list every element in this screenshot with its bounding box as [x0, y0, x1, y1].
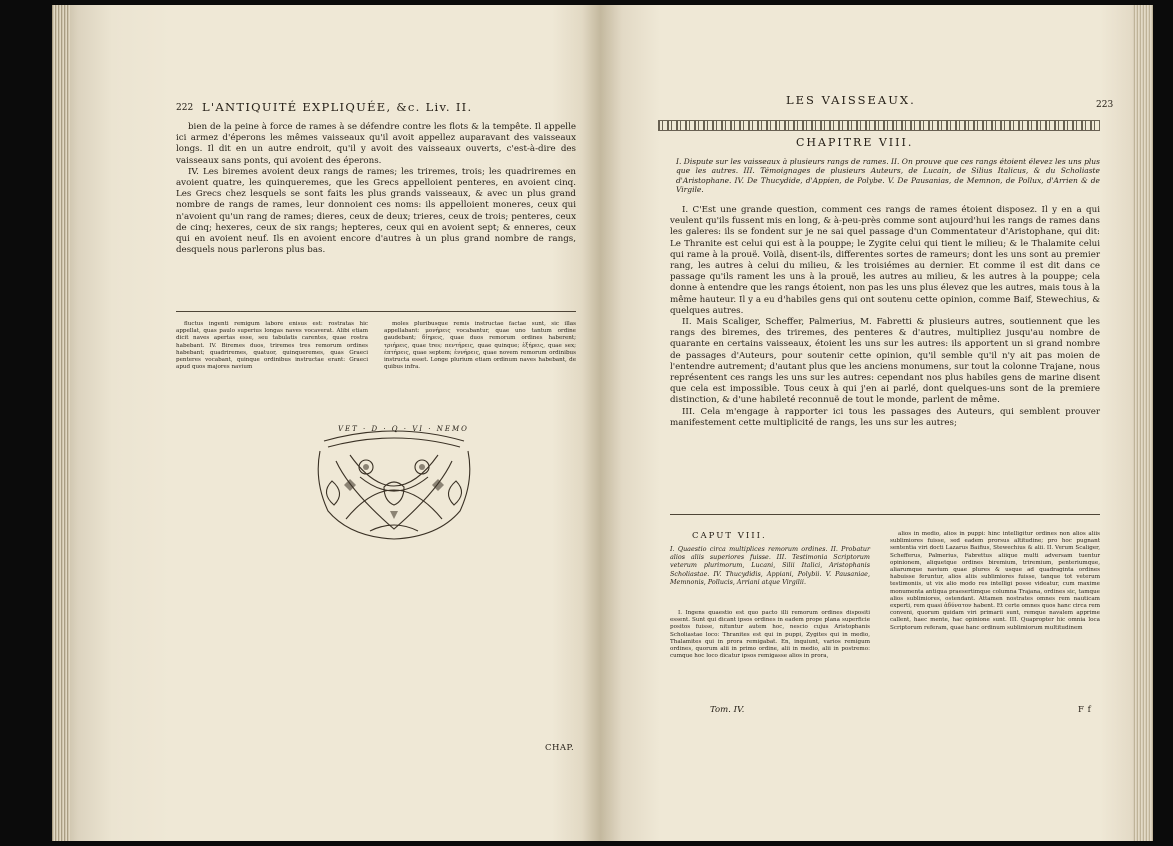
left-catchword: CHAP. [545, 743, 575, 753]
left-page-number: 222 [176, 103, 194, 113]
left-main-text [176, 122, 576, 256]
left-footnote-rule [176, 311, 576, 312]
right-footnote-rule [670, 514, 1100, 515]
right-page-edges [1133, 5, 1153, 841]
caput-text-column-2 [890, 531, 1100, 632]
right-paragraph-2: II. Mais Scaliger, Scheffer, Palmerius, M. Fabretti & plusieurs autres, soutiennent que les rangs des biremes, des triremes, des penteres & d'autres, multipliez jusqu'au nombre de quarante en certains vaisseaux, étoient les uns sur les autres: ils apportent un si grand nombre de passages d'Auteurs, pour soutenir cette opinion, qu'il semble qu'il n'y ait pas moien de l'entendre autrement; d'autant plus que les anciens monumens, sur tout la colonne Trajane, nous représentent ces rangs les uns sur les autres: cependant nos plus habiles gens de marine disent que cela est impossible. Tous ceux à qui j'en ai parlé, dont quelques-uns sont de la premiere distinction, & d'une habileté reconnuë de tout le monde, parlent de même. [670, 317, 1100, 406]
volume-mark: Tom. IV. [710, 705, 745, 715]
caput-text-column-1 [670, 610, 870, 660]
left-page [52, 5, 600, 841]
vignette-ornament [310, 421, 478, 543]
left-note-column-1 [176, 321, 368, 371]
right-page-number: 223 [1096, 100, 1114, 110]
chapter-summary: I. Dispute sur les vaisseaux à plusieurs rangs de rames. II. On prouve que ces rangs étoient élevez les uns plus que les autres. III. Témoignages de plusieurs Auteurs, de Lucain, de Silius Italicus, & du Scholiaste d'Aristophane. IV. De Thucydide, d'Appien, de Polybe. V. De Pausanias, de Memnon, de Pollux, d'Arrien & de Virgile. [676, 157, 1100, 195]
caput-title: CAPUT VIII. [692, 531, 767, 541]
left-running-head: L'ANTIQUITÉ EXPLIQUÉE, &c. Liv. II. [202, 100, 473, 114]
caput-text-2: alios in medio, alios in puppi: hinc intelligitur ordines non alios aliis sublimiores fuisse, sed eadem prorsus altitudine; pro hoc pugnant sententia viri docti Lazarus Baifius, Stewechius & alii. II. Verum Scaliger, Schefferus, Palmerius, Fabrettus aliique multi adversam tuentur opinionem, aliquetque ordines biremium, triremium, penteriumque, aliarumque navium quae plures & usque ad quadraginta ordines habuisse feruntur, alios aliis sublimiores fuisse, tanque tot veterum testimoniis, ut vix alio modo res intelligi posse videatur, cum maxime monumenta antiqua praesertimque columna Trajana, ordines sic, tamque alios sublimiores, ostendant. Attamen nostrates omnes rem nauticam experti, rem quasi ἀδύνατον habent. Et certe omnes quos hanc circa rem conveni, quorum quidam viri primarii sunt, remque navalem apprime callent, haec mente, hac opinione sunt. III. Quapropter hic omnia loca Scriptorum referam, quae hanc ordinum sublimiorum multitudinem [890, 531, 1100, 631]
left-note-text-1: fluctus ingenti remigum labore enisus est: rostratas hic appellat, quas paulo superius longas naves vocaverat. Alibi etiam dicit naves apertas esse, seu tabulatis carentes, quae rostra habebant. IV. Biremes duos, triremes tres remorum ordines habebant; quadriremes, quatuor, quinqueremes, quas Graeci penteres vocabant, quinque ordinibus instructae erant: Graeci apud quos majores navium [176, 321, 368, 371]
right-paragraph-3: III. Cela m'engage à rapporter ici tous les passages des Auteurs, qui semblent prouver manifestement cette multiplicité de rangs, les uns sur les autres; [670, 406, 1100, 428]
signature-mark: F f [1078, 705, 1092, 715]
right-page [600, 5, 1153, 841]
left-paragraph-1: bien de la peine à force de rames à se défendre contre les flots & la tempête. Il appelle ici armez d'éperons les mêmes vaisseaux qu'il avoit appellez auparavant des vaisseaux longs. Il dit en un autre endroit, qu'il y avoit des vaisseaux ouverts, c'est-à-dire des vaisseaux sans ponts, qui avoient des éperons. [176, 122, 576, 166]
right-main-text [670, 205, 1100, 429]
left-note-column-2 [384, 321, 576, 371]
left-paragraph-2: IV. Les biremes avoient deux rangs de rames; les triremes, trois; les quadriremes en avoient quatre, les quinqueremes, que les Grecs appelloient penteres, en avoient cinq. Les Grecs chez lesquels se sont faits les plus grands vaisseaux, & avec un plus grand nombre de rangs de rames, leur donnoient ces noms: ils appelloient moneres, ceux qui n'avoient qu'un rang de rames; dieres, ceux de deux; trieres, ceux de trois; penteres, ceux de cinq; hexeres, ceux de six rangs; hepteres, ceux qui en avoient sept; & enneres, ceux qui en avoient neuf. Ils en avoient encore d'autres à un plus grand nombre de rangs, desquels nous parlerons plus bas. [176, 166, 576, 256]
caput-summary: I. Quaestio circa multiplices remorum ordines. II. Probatur alios aliis superiores fuisse. III. Testimonia Scriptorum veterum plurimorum, Lucani, Silii Italici, Aristophanis Scholiastae. IV. Thucydidis, Appiani, Polybii. V. Pausaniae, Memnonis, Pollucis, Arriani atque Virgilii. [670, 545, 870, 586]
caput-text-1: I. Ingens quaestio est quo pacto illi remorum ordines dispositi essent. Sunt qui dicant ipsos ordines in eadem prope plana superficie positos fuisse, nituntur autem hoc, nescio cujus Aristophanis Scholiastae loco: Thranites est qui in puppi, Zygites qui in medio, Thalamites qui in prora remigabat. En, inquiunt, varios remigum ordines, quorum alii in primo ordine, alii in medio, alii in postremo: cumque hoc loco dicatur ipsos remigasse alios in prora, [670, 610, 870, 660]
right-paragraph-1: I. C'Est une grande question, comment ces rangs de rames étoient disposez. Il y en a qui veulent qu'ils fussent mis en long, & à-peu-près comme sont aujourd'hui les rangs de rames dans les galeres: ils se fondent sur je ne sai quel passage d'un Commentateur d'Aristophane, qui dit: Le Thranite est celui qui est à la pouppe; le Zygite celui qui tient le milieu; & le Thalamite celui qui rame à la prouë. Voilà, disent-ils, differentes sortes de rameurs; dont les uns sont au premier rang, les autres à celui du milieu, & les troisiémes au dernier. Et comme il est dit dans ce passage qu'ils rament les uns à la prouë, les autres au milieu, & les autres à la pouppe; cela donne à entendre que les rangs étoient, non pas les uns plus élevez que les autres, mais tous à la même hauteur. Il y a eu d'habiles gens qui ont soutenu cette opinion, comme Baif, Stewechius, & quelques autres. [670, 205, 1100, 316]
open-book [52, 5, 1153, 841]
left-page-edges [52, 5, 70, 841]
vignette-motto: VET · D · Q · VI · NEMO [338, 425, 469, 433]
chapter-ornament-band [658, 120, 1100, 131]
chapter-title: CHAPITRE VIII. [796, 136, 914, 149]
right-running-head: LES VAISSEAUX. [786, 93, 916, 107]
left-note-text-2: moles pluribusque remis instructae factae sunt, sic illas appellabant: μονήρεις vocabantur, quae uno tantum ordine gaudebant; δίηρεις, quae duos remorum ordines haberent; τριήρεις, quae tres; πεντήρεις, quae quinque; ἑξήρεις, quae sex; ἑπτήρεις, quae septem; ἐννήρεις, quae novem remorum ordinibus instructa esset. Longe plurium etiam ordinum naves habebant, de quibus infra. [384, 321, 576, 371]
